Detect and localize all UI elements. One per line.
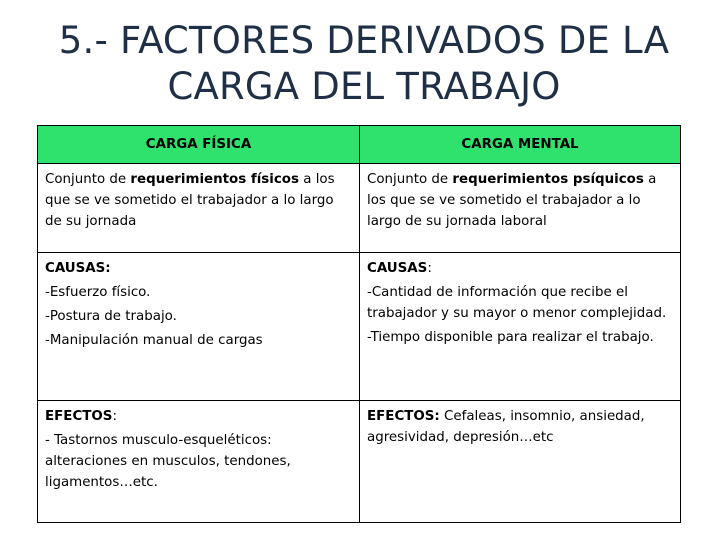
efectos-label-fisica: EFECTOS [45,409,113,424]
header-carga-mental: CARGA MENTAL [360,126,681,164]
bold-requerimientos-psiquicos: requerimientos psíquicos [452,172,644,187]
cell-mental-efectos [360,401,681,523]
efectos-text-mental: Cefaleas, insomnio, ansiedad, agresividad, depresión…etc [367,409,645,445]
cell-fisica-efectos: EFECTOS: - Tastornos musculo-esqueléticos: alteraciones en musculos, tendones, ligamentos…etc. [38,401,360,523]
causas-label-fisica: CAUSAS: [45,261,111,276]
efectos-label-mental: EFECTOS: [367,409,440,424]
header-carga-fisica: CARGA FÍSICA [38,126,360,164]
page-title [0,18,728,110]
list-item: -Manipulación manual de cargas [45,333,263,348]
table-row-definition [38,164,681,253]
list-item: -Postura de trabajo. [45,309,177,324]
list-item: -Esfuerzo físico. [45,285,151,300]
list-item: -Cantidad de información que recibe el trabajador y su mayor o menor complejidad. [367,285,667,321]
cell-fisica-causas [38,253,360,401]
cell-fisica-definition: Conjunto de requerimientos físicos a los que se ve sometido el trabajador a lo largo de su jornada [38,164,360,253]
cell-mental-causas: CAUSAS: -Cantidad de información que recibe el trabajador y su mayor o menor complejidad. -Tiempo disponible para realizar el trabajo. [360,253,681,401]
title-line-1: 5.- FACTORES DERIVADOS DE LA [58,19,670,62]
causas-label-mental: CAUSAS [367,261,428,276]
title-line-2: CARGA DEL TRABAJO [167,65,561,108]
table-header-row [38,126,681,164]
bold-requerimientos-fisicos: requerimientos físicos [130,172,299,187]
list-item: -Tiempo disponible para realizar el trabajo. [367,330,654,345]
table-row-efectos [38,401,681,523]
table-row-causas [38,253,681,401]
cell-mental-definition: Conjunto de requerimientos psíquicos a los que se ve sometido el trabajador a lo largo de su jornada laboral [360,164,681,253]
load-factors-table [37,125,681,523]
efectos-text-fisica: - Tastornos musculo-esqueléticos: alteraciones en musculos, tendones, ligamentos…etc. [45,433,291,490]
